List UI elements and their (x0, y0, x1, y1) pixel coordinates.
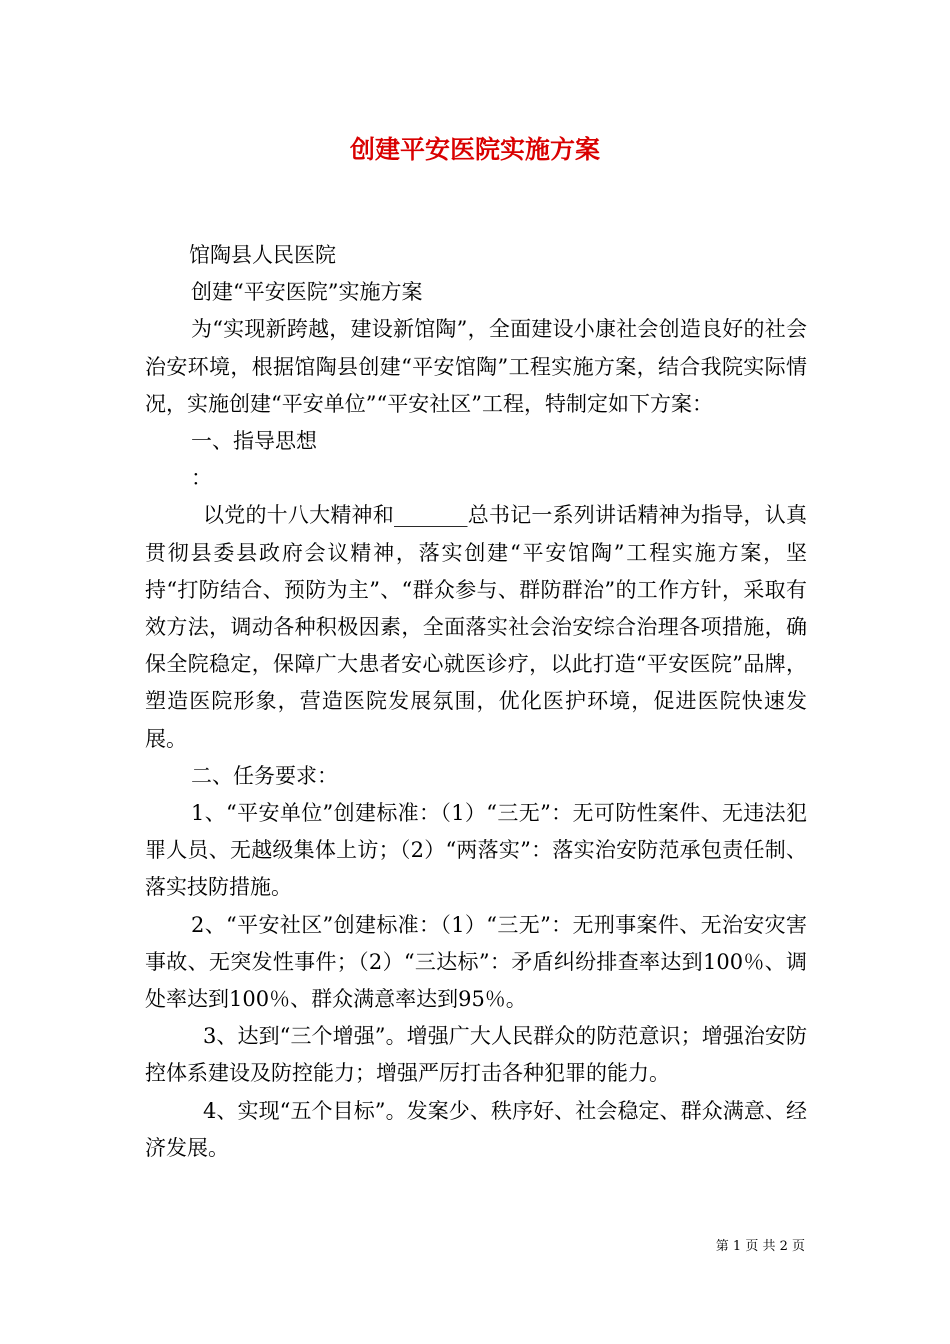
page-number: 第 1 页 共 2 页 (715, 1239, 805, 1254)
page-title: 创建平安医院实施方案 (349, 135, 600, 164)
subtitle: 创建“平安医院”实施方案 (191, 280, 423, 305)
section-heading-task-requirements: 二、任务要求： (191, 763, 338, 788)
section-heading-guiding-ideology: 一、指导思想 (191, 429, 317, 454)
requirement-item-1: 1、“平安单位”创建标准：（1）“三无”：无可防性案件、无违法犯罪人员、无越级集体上访；（2）“两落实”：落实治安防范承包责任制、落实技防措施。 (145, 801, 807, 900)
hospital-name: 馆陶县人民医院 (189, 243, 336, 267)
intro-paragraph: 为“实现新跨越，建设新馆陶”，全面建设小康社会创造良好的社会治安环境，根据馆陶县创建“平安馆陶”工程实施方案，结合我院实际情况，实施创建“平安单位”“平安社区”工程，特制定如下方案： (145, 317, 807, 416)
requirement-item-3: 3、达到“三个增强”。增强广大人民群众的防范意识；增强治安防控体系建设及防控能力；增强严厉打击各种犯罪的能力。 (145, 1024, 807, 1086)
guiding-ideology-paragraph: 以党的十八大精神和_______总书记一系列讲话精神为指导，认真贯彻县委县政府会议精神，落实创建“平安馆陶”工程实施方案，坚持“打防结合、预防为主”、“群众参与、群防群治”的工作方针，采取有效方法，调动各种积极因素，全面落实社会治安综合治理各项措施，确保全院稳定，保障广大患者安心就医诊疗，以此打造“平安医院”品牌，塑造医院形象，营造医院发展氛围，优化医护环境，促进医院快速发展。 (145, 503, 807, 751)
document-body (145, 237, 807, 1167)
requirement-item-2: 2、“平安社区”创建标准：（1）“三无”：无刑事案件、无治安灾害事故、无突发性事件；（2）“三达标”：矛盾纠纷排查率达到100％、调处率达到100％、群众满意率达到95％。 (145, 912, 807, 1012)
requirement-item-4: 4、实现“五个目标”。发案少、秩序好、社会稳定、群众满意、经济发展。 (145, 1098, 807, 1160)
colon-line: ： (191, 466, 212, 491)
